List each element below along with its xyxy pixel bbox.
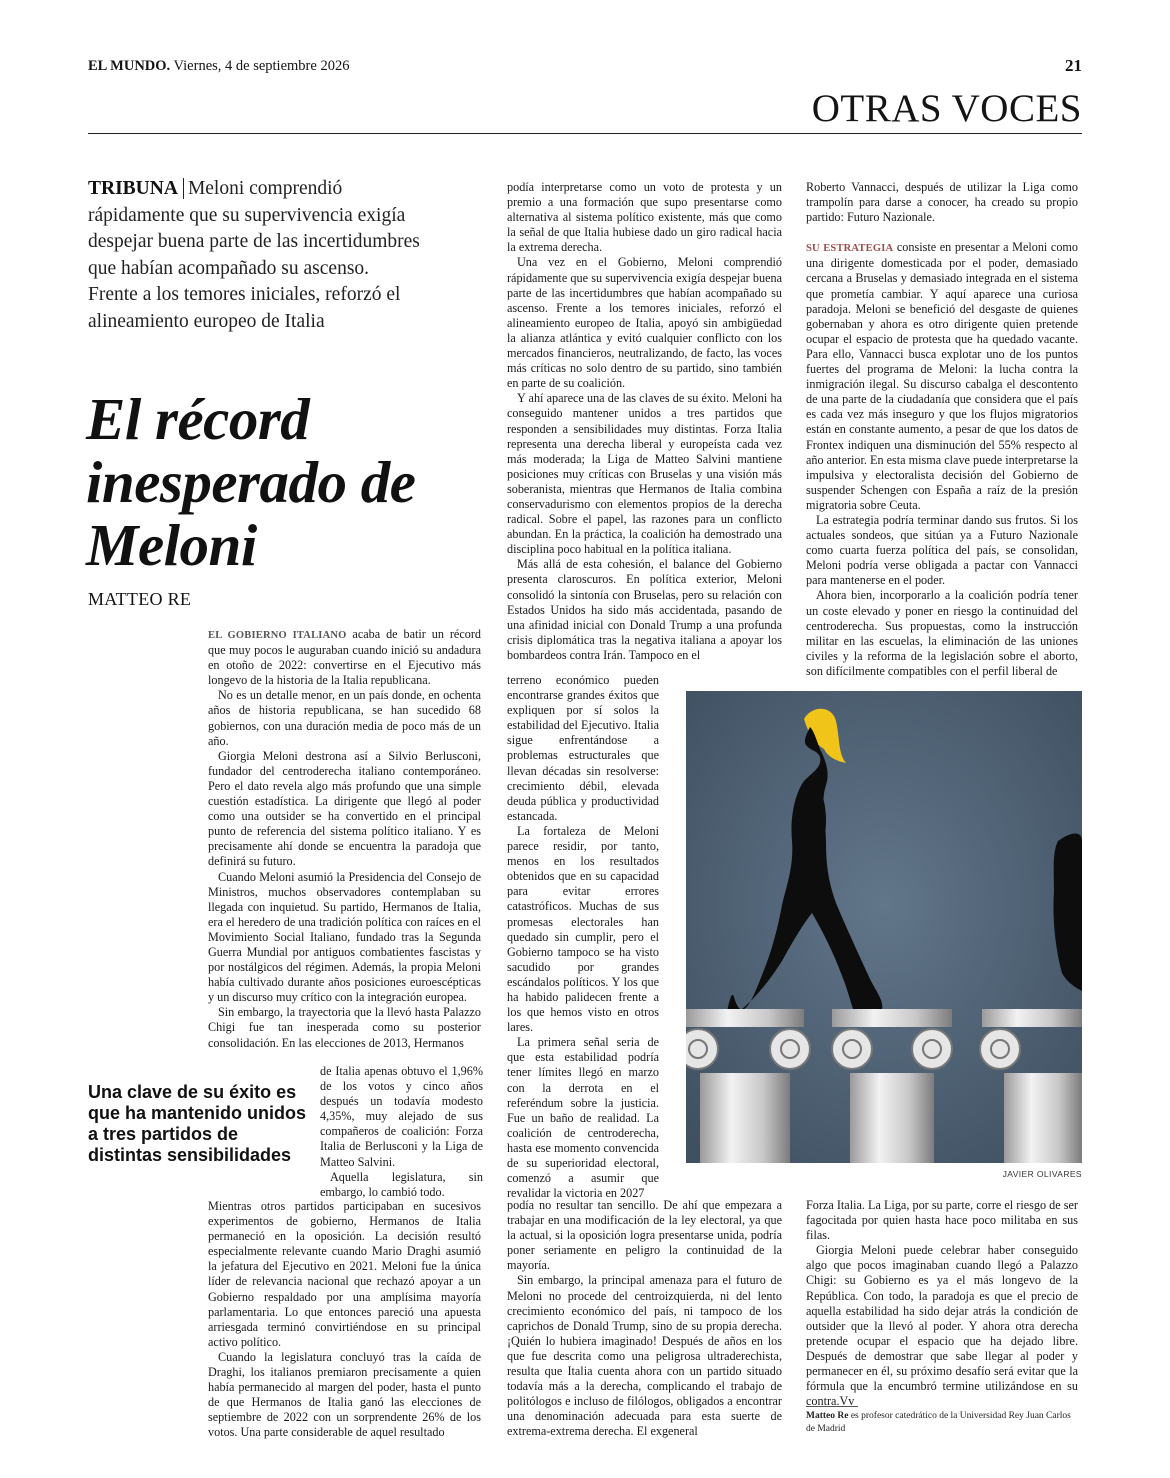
paragraph: podía no resultar tan sencillo. De ahí que empezara a trabajar en una modificación de la ley electoral, ya que la actual, si la oposición logra presentarse unida, podría poner seriamente en peligro la continuidad de la mayoría. — [507, 1198, 782, 1273]
paragraph: Mientras otros partidos participaban en sucesivos experimentos de gobierno, Hermanos de Italia permaneció en la oposición. La decisión resultó especialmente relevante cuando Mario Draghi asumió la jefatura del Ejecutivo en 2021. Meloni fue la única líder de relevancia nacional que rechazó apoyar a un Gobierno respaldado por una amplísima mayoría parlamentaria. Lo que entonces pareció una apuesta arriesgada terminó convirtiéndose en su principal activo político. — [208, 1199, 481, 1349]
paragraph: No es un detalle menor, en un país donde, en ochenta años de historia republicana, se han sucedido 68 gobiernos, con una duración media de poco más de un año. — [208, 688, 481, 748]
paper-name: EL MUNDO. — [88, 58, 171, 74]
paragraph — [806, 240, 1078, 513]
paragraph: Ahora bien, incorporarlo a la coalición podría tener un coste elevado y poner en riesgo la continuidad del centroderecha. Sus propuestas, como la instrucción militar en las escuelas, la eliminación de las uniones civiles y la reforma de la legislación sobre el aborto, son difícilmente compatibles con el perfil liberal de — [806, 588, 1078, 678]
column-shaft — [1004, 1073, 1082, 1163]
byline: MATTEO RE — [88, 589, 192, 609]
column-volute — [832, 1029, 872, 1069]
headline: El récord inesperado de Meloni — [86, 386, 416, 578]
column-abacus — [982, 1009, 1082, 1027]
paragraph — [208, 627, 481, 688]
column-shaft — [700, 1073, 790, 1163]
page-number: 21 — [1065, 56, 1082, 75]
paragraph: podía interpretarse como un voto de protesta y un premio a una formación que supo presentarse como alternativa al sistema político existente, más que como la señal de que Italia hubiese dado un giro radical hacia la extrema derecha. — [507, 180, 782, 255]
paragraph: Giorgia Meloni puede celebrar haber conseguido algo que pocos imaginaban cuando llegó a Palazzo Chigi: su Gobierno es ya el más longevo de la República. Con todo, la paradoja es que el precio de aquella estabilidad ha sido dejar atrás la condición de outsider que la llevó al poder. Y ahora otra derecha pretende ocupar el espacio que ha dejado libre. Después de demostrar que sabe llegar al poder y permanecer en él, su próximo desafío será evitar que la fórmula que la encumbró termine utilizándose en su contra.Vv — [806, 1243, 1078, 1409]
column-shaft — [850, 1073, 934, 1163]
paragraph-text: acaba de batir un récord que muy pocos le auguraban cuando inició su andadura en otoño de 2022: convertirse en el Ejecutivo más longevo de la historia de la Italia republicana. — [208, 627, 481, 688]
paragraph: terreno económico pueden encontrarse grandes éxitos que expliquen por sí solos la estabilidad del Ejecutivo. Italia sigue enfrentándose a problemas estructurales que llevan décadas sin resolverse: crecimiento débil, elevada deuda pública y productividad estancada. — [507, 673, 659, 823]
paragraph: Cuando Meloni asumió la Presidencia del Consejo de Ministros, muchos observadores contemplaban su llegada con inquietud. Su partido, Hermanos de Italia, era el heredero de una tradición política con raíces en el Movimiento Social Italiano, fundado tras la Segunda Guerra Mundial por antiguos combatientes fascistas y por nostálgicos del régimen. Además, la propia Meloni había cultivado durante años posiciones euroescépticas y un discurso muy crítico con la integración europea. — [208, 869, 481, 1005]
paragraph: La fortaleza de Meloni parece residir, por tanto, menos en los resultados obtenidos que en su capacidad para evitar errores catastróficos. Muchas de sus promesas electorales han quedado sin cumplir, pero el Gobierno tampoco se ha visto sacudido por grandes escándalos políticos. Y los que ha habido palidecen frente a los que hemos visto en otros lares. — [507, 823, 659, 1035]
paragraph: Sin embargo, la principal amenaza para el futuro de Meloni no procede del centroizquierda, ni del lento crecimiento económico del país, ni tampoco de los caprichos de Donald Trump, sino de su propia derecha. ¡Quién lo hubiera imaginado! Después de años en los que fue descrita como una peligrosa ultraderechista, resulta que Italia cuenta ahora con un partido situado todavía más a la derecha, complicando el trabajo de politólogos e incluso de filólogos, obligados a encontrar una denominación adecuada para esta suerte de extrema-extrema derecha. El exgeneral — [507, 1273, 782, 1439]
paragraph: de Italia apenas obtuvo el 1,96% de los votos y cinco años después un todavía modesto 4,35%, muy alejado de sus compañeros de coalición: Forza Italia de Berlusconi y la Liga de Matteo Salvini. — [320, 1064, 483, 1169]
paragraph: Cuando la legislatura concluyó tras la caída de Draghi, los italianos premiaron precisamente a quien había permanecido al margen del poder, hasta el punto de que Hermanos de Italia ganó las elecciones de septiembre de 2022 con un sorprendente 26% de los votos. Una parte considerable de aquel resultado — [208, 1349, 481, 1440]
article-column-2-narrow — [507, 673, 659, 1201]
paragraph: Aquella legislatura, sin embargo, lo cambió todo. — [320, 1169, 483, 1199]
article-column-3 — [806, 180, 1078, 679]
paragraph-text: consiste en presentar a Meloni como una dirigente domesticada por el poder, demasiado cercana a Bruselas y demasiado integrada en el sistema que prometía cambiar. Y aquí aparece una curiosa paradoja. Meloni se benefició del desgaste de quienes gobernaban y ahora es otro dirigente quien pretende ocupar el espacio de protesta que ha quedado vacante. Para ello, Vannacci busca explotar uno de los puntos fuertes del programa de Meloni: la lucha contra la inmigración ilegal. Su discurso cabalga el descontento de una parte de la ciudadanía que considera que el país es cada vez más inseguro y que los flujos migratorios están en constante aumento, a pesar de que los datos de Frontex indiquen una disminución del 55% respecto al año anterior. En esta misma clave puede interpretarse la impulsiva y electoralista decisión del Gobierno de suspender Schengen con España a raíz de la presión migratoria sobre Ceuta. — [806, 240, 1078, 512]
issue-date: Viernes, 4 de septiembre 2026 — [173, 58, 350, 74]
column-volute — [912, 1029, 952, 1069]
paragraph: Y ahí aparece una de las claves de su éxito. Meloni ha conseguido mantener unidos a tres partidos que responden a sensibilidades muy distintas. Forza Italia representa una derecha liberal y europeísta cada vez más moderada; la Liga de Matteo Salvini mantiene posiciones muy críticas con Bruselas y una visión más soberanista, mientras que Hermanos de Italia combina conservadurismo con elementos propios de la derecha radical. Sobre el papel, las razones para un conflicto abundan. En la práctica, la coalición ha demostrado una disciplina poco habitual en la política italiana. — [507, 391, 782, 557]
paragraph: Roberto Vannacci, después de utilizar la Liga como trampolín para darse a conocer, ha creado su propio partido: Futuro Nazionale. — [806, 180, 1078, 225]
lead-in: SU ESTRATEGIA — [806, 243, 894, 255]
column-volute — [686, 1029, 718, 1069]
lead-in: EL GOBIERNO ITALIANO — [208, 630, 347, 641]
masthead — [88, 58, 349, 75]
paragraph: Más allá de esta cohesión, el balance del Gobierno presenta claroscuros. En política exterior, Meloni consolidó la sintonía con Bruselas, pero su relación con Estados Unidos ha sido más accidentada, pasando de una afinidad inicial con Donald Trump a una profunda crisis diplomática tras la negativa italiana a apoyar los bombardeos contra Irán. Tampoco en el — [507, 557, 782, 662]
paragraph: La primera señal seria de que esta estabilidad podría tener límites llegó en marzo con la derrota en el referéndum sobre la justicia. Fue un baño de realidad. La coalición de centroderecha, hasta ese momento convencida de su superioridad electoral, comenzó a asumir que revalidar la victoria en 2027 — [507, 1035, 659, 1201]
paragraph: Una vez en el Gobierno, Meloni comprendió rápidamente que su supervivencia exigía despejar buena parte de las incertidumbres que habían acompañado su ascenso. Frente a los temores iniciales, reforzó el alineamiento europeo de Italia, apoyó sin ambigüedad la alianza atlántica y evitó cualquier conflicto con los mercados financieros, neutralizando, de facto, las voces más críticas no solo dentro de su partido, sino también en parte de su coalición. — [507, 255, 782, 391]
standfirst — [88, 176, 423, 335]
section-title: OTRAS VOCES — [811, 87, 1082, 130]
column-volute — [980, 1029, 1020, 1069]
illustration-credit: JAVIER OLIVARES — [1002, 1169, 1082, 1179]
author-description: es profesor catedrático de la Universidad Rey Juan Carlos de Madrid — [806, 1411, 1071, 1434]
author-name: Matteo Re — [806, 1411, 849, 1421]
article-column-1 — [208, 627, 481, 1051]
article-column-2 — [507, 180, 782, 663]
paragraph: La estrategia podría terminar dando sus frutos. Si los actuales sondeos, que sitúan ya a Futuro Nazionale como cuarta fuerza política del país, se consolidan, Meloni podría verse obligada a pactar con Vannacci para mantenerse en el poder. — [806, 512, 1078, 588]
illustration — [686, 691, 1082, 1163]
header-divider — [88, 133, 1082, 134]
column-abacus — [686, 1009, 804, 1027]
article-column-3-bottom — [806, 1198, 1078, 1409]
author-bio — [806, 1410, 1082, 1436]
paragraph: Sin embargo, la trayectoria que la llevó hasta Palazzo Chigi fue tan inesperada como su posterior consolidación. En las elecciones de 2013, Hermanos — [208, 1005, 481, 1050]
kicker: TRIBUNA — [88, 178, 184, 199]
illustration-art — [686, 691, 1082, 1163]
pull-quote: Una clave de su éxito es que ha mantenido unidos a tres partidos de distintas sensibilidades — [88, 1082, 307, 1165]
paragraph: Giorgia Meloni destrona así a Silvio Berlusconi, fundador del centroderecha italiano contemporáneo. Pero el dato revela algo más profundo que una simple cuestión estadística. La dirigente que llegó al poder como una outsider se ha convertido en el principal punto de referencia del sistema político italiano. Y es precisamente ahí donde se encuentra la paradoja que definirá su futuro. — [208, 748, 481, 869]
article-column-1-narrow — [320, 1064, 483, 1200]
standfirst-text: Meloni comprendió rápidamente que su supervivencia exigía despejar buena parte de las incertidumbres que habían acompañado su ascenso. Frente a los temores iniciales, reforzó el alineamiento europeo de Italia — [88, 178, 420, 332]
article-column-1-bottom — [208, 1199, 481, 1441]
bio-divider — [806, 1406, 858, 1407]
column-volute — [770, 1029, 810, 1069]
article-column-2-bottom — [507, 1198, 782, 1440]
column-abacus — [832, 1009, 952, 1027]
paragraph: Forza Italia. La Liga, por su parte, corre el riesgo de ser fagocitada por quien hasta hace poco militaba en sus filas. — [806, 1198, 1078, 1243]
